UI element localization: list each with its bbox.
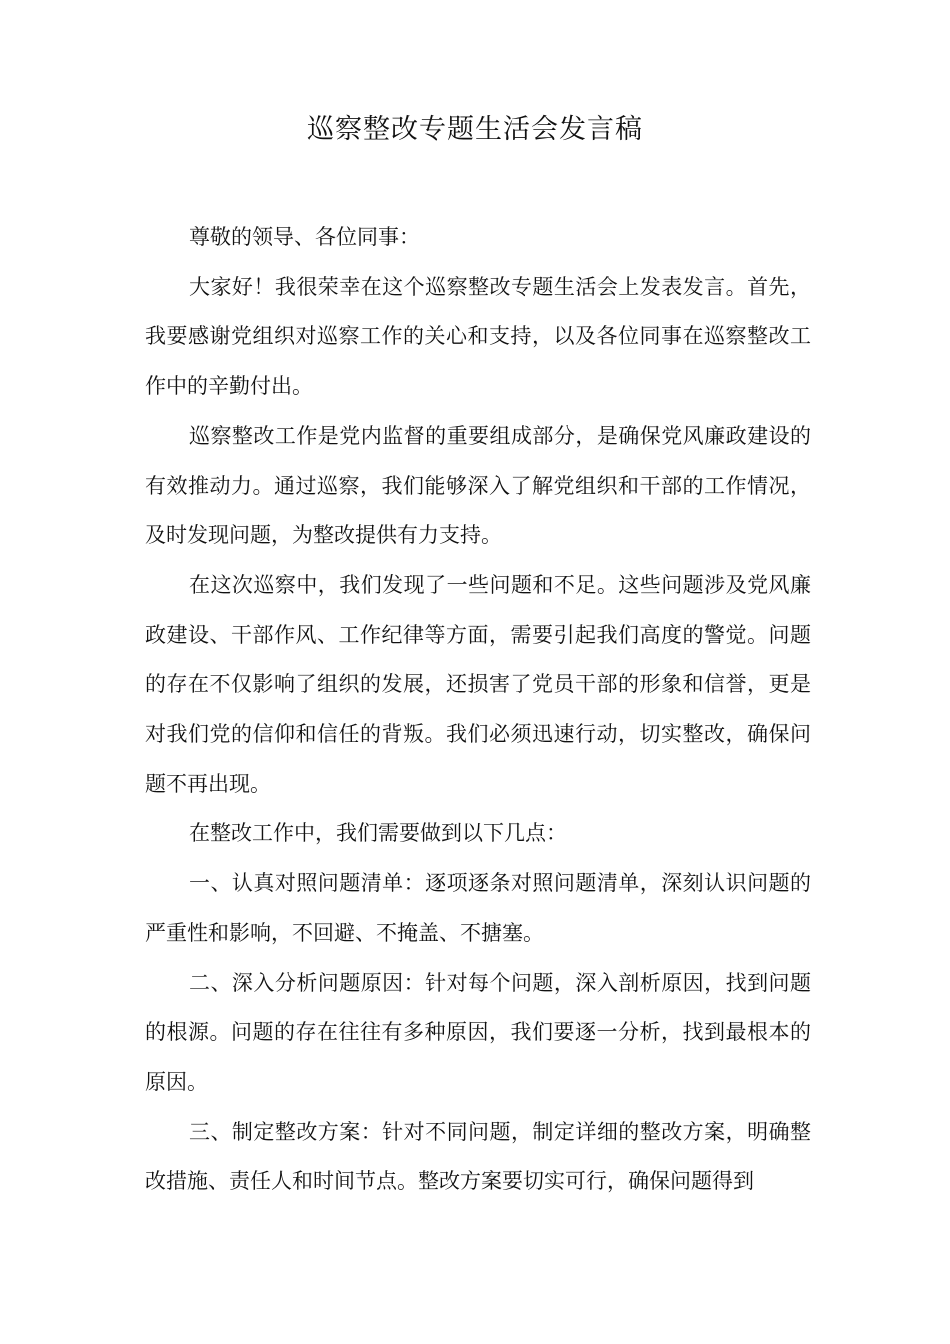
paragraph-point-two: 二、深入分析问题原因：针对每个问题，深入剖析原因，找到问题的根源。问题的存在往往有多种原因，我们要逐一分析，找到最根本的原因。 — [145, 970, 811, 1094]
paragraph-findings: 在这次巡察中，我们发现了一些问题和不足。这些问题涉及党风廉政建设、干部作风、工作纪律等方面，需要引起我们高度的警觉。问题的存在不仅影响了组织的发展，还损害了党员干部的形象和信誉，更是对我们党的信仰和信任的背叛。我们必须迅速行动，切实整改，确保问题不再出现。 — [145, 572, 811, 796]
paragraph-opening: 大家好！我很荣幸在这个巡察整改专题生活会上发表发言。首先，我要感谢党组织对巡察工作的关心和支持，以及各位同事在巡察整改工作中的辛勤付出。 — [145, 274, 811, 399]
paragraph-point-one: 一、认真对照问题清单：逐项逐条对照问题清单，深刻认识问题的严重性和影响，不回避、不掩盖、不搪塞。 — [145, 871, 811, 945]
paragraph-requirements-intro: 在整改工作中，我们需要做到以下几点： — [189, 821, 567, 846]
paragraph-point-three: 三、制定整改方案：针对不同问题，制定详细的整改方案，明确整改措施、责任人和时间节点。整改方案要切实可行，确保问题得到 — [145, 1119, 811, 1194]
document-body — [145, 213, 811, 1207]
paragraph-purpose: 巡察整改工作是党内监督的重要组成部分，是确保党风廉政建设的有效推动力。通过巡察，我们能够深入了解党组织和干部的工作情况，及时发现问题，为整改提供有力支持。 — [145, 423, 811, 548]
document-title: 巡察整改专题生活会发言稿 — [307, 114, 643, 145]
paragraph-greeting: 尊敬的领导、各位同事： — [189, 225, 420, 249]
